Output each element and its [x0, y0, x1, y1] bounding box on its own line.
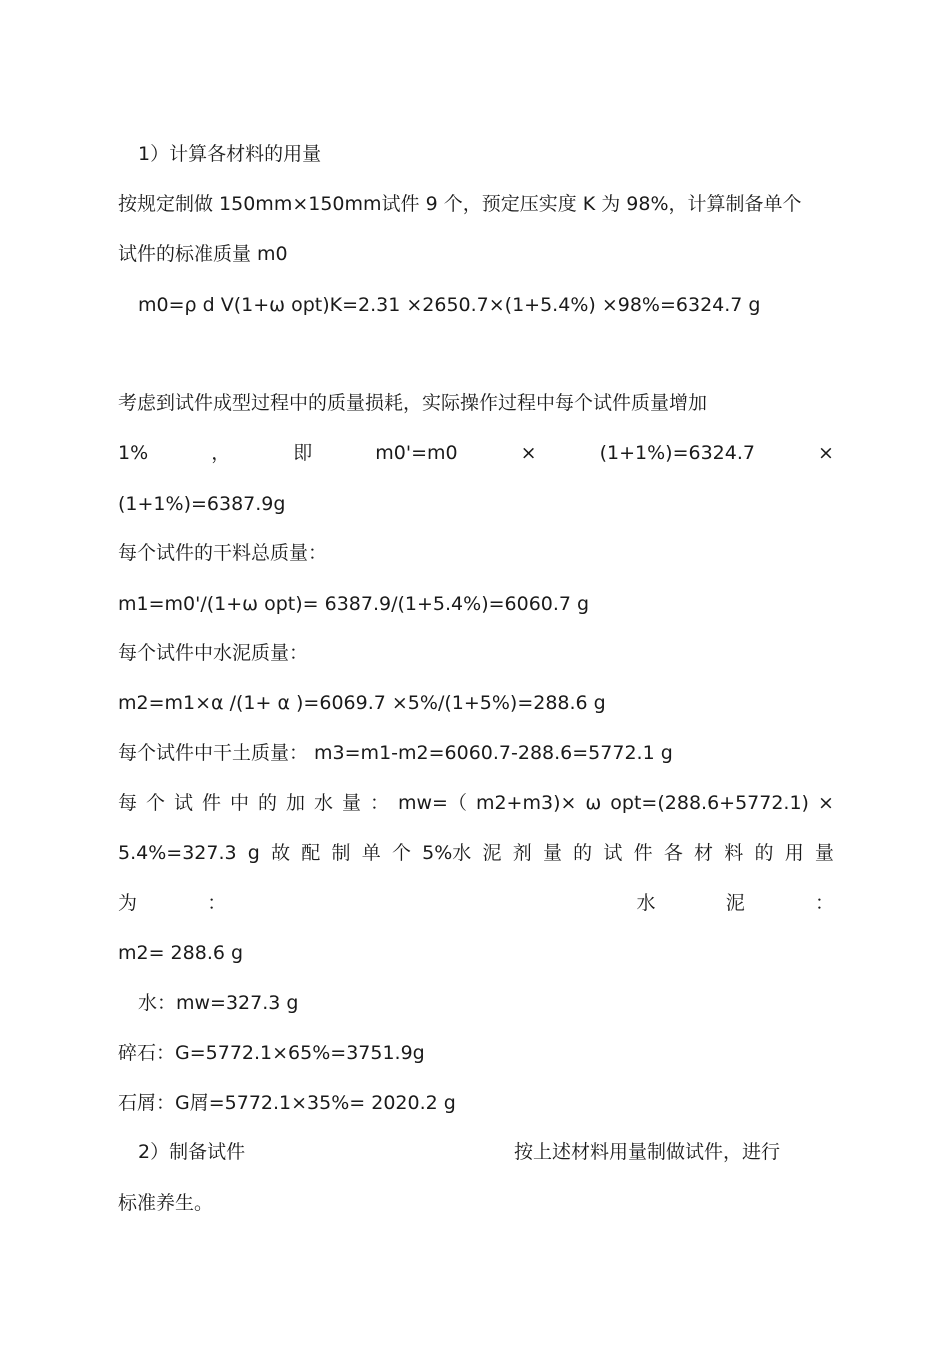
text-run: ： [370, 792, 390, 814]
text-run: 的 [258, 792, 278, 814]
text-run: 每 [118, 792, 138, 814]
text-run: (1+1%)=6324.7 [599, 442, 755, 464]
text-run: 件 [202, 792, 222, 814]
text-run: 试 [174, 792, 194, 814]
text-run: opt=(288.6+5772.1) [610, 792, 809, 814]
formula-m1: m1=m0'/(1+ω opt)= 6387.9/(1+5.4%)=6060.7 g [118, 593, 590, 615]
paragraph-line: 试件的标准质量 m0 [118, 243, 288, 265]
text-run: 试 [603, 842, 623, 864]
section-heading-2-line [138, 1139, 804, 1165]
justified-line [118, 440, 834, 466]
text-run: ω [585, 792, 602, 814]
text-run: 加 [286, 792, 306, 814]
text-run: 水 [314, 792, 334, 814]
text-run: 故 [271, 842, 291, 864]
text-run: 的 [754, 842, 774, 864]
formula-line: m2= 288.6 g [118, 942, 244, 964]
text-run: ， [211, 442, 231, 464]
text-run: 制 [331, 842, 351, 864]
text-run: 件 [633, 842, 653, 864]
text-run: 料 [724, 842, 744, 864]
text-run: 配 [301, 842, 321, 864]
text-run: × [520, 442, 537, 464]
text-run: 量 [342, 792, 362, 814]
text-run: × [818, 442, 834, 464]
paragraph-line: 标准养生。 [118, 1192, 214, 1214]
text-run: ： [814, 892, 834, 914]
paragraph-line: 每个试件中水泥质量： [118, 642, 309, 664]
text-run: m2+m3)× [475, 792, 577, 814]
material-stone-chips: 石屑：G屑=5772.1×35%= 2020.2 g [118, 1092, 456, 1114]
formula-m0: m0=ρ d V(1+ω opt)K=2.31 ×2650.7×(1+5.4%) ×98%=6324.7 g [138, 294, 761, 316]
text-run: ： [207, 892, 227, 914]
paragraph-line: 考虑到试件成型过程中的质量损耗，实际操作过程中每个试件质量增加 [118, 392, 708, 414]
text-run: m0'=m0 [375, 442, 458, 464]
text-run: 为 [118, 892, 138, 914]
text-run: 水 [636, 892, 656, 914]
text-run: 个 [391, 842, 411, 864]
text-run: × [817, 792, 834, 814]
material-gravel: 碎石：G=5772.1×65%=3751.9g [118, 1042, 425, 1064]
text-run: 泥 [482, 842, 502, 864]
section-heading-1: 1）计算各材料的用量 [138, 143, 322, 165]
text-run: g [247, 842, 260, 864]
justified-line [118, 890, 834, 916]
text-run: 中 [230, 792, 250, 814]
text-run: 即 [293, 442, 313, 464]
text-run: 泥 [725, 892, 745, 914]
text-run: 5.4%=327.3 [118, 842, 237, 864]
text-run: 个 [146, 792, 166, 814]
justified-line [118, 790, 834, 816]
paragraph-line: 按规定制做 150mm×150mm试件 9 个，预定压实度 K 为 98%，计算制备单个 [118, 193, 802, 215]
text-run: 量 [814, 842, 834, 864]
text-run: 各 [663, 842, 683, 864]
formula-m2: m2=m1×α /(1+ α )=6069.7 ×5%/(1+5%)=288.6 g [118, 692, 606, 714]
section-heading-2: 2）制备试件 [138, 1141, 246, 1163]
text-run: 材 [694, 842, 714, 864]
text-run: mw=（ [398, 792, 467, 814]
text-run: 量 [542, 842, 562, 864]
text-run: 5%水 [422, 842, 472, 864]
text-run: 的 [573, 842, 593, 864]
text-run: 剂 [512, 842, 532, 864]
material-water: 水：mw=327.3 g [138, 992, 299, 1014]
text-run: 单 [361, 842, 381, 864]
text-run: 按上述材料用量制做试件，进行 [514, 1141, 781, 1163]
justified-line [118, 840, 834, 866]
text-run: 用 [784, 842, 804, 864]
paragraph-line: 每个试件的干料总质量： [118, 542, 328, 564]
formula-line: (1+1%)=6387.9g [118, 493, 286, 515]
formula-m3: 每个试件中干土质量： m3=m1-m2=6060.7-288.6=5772.1 g [118, 742, 673, 764]
text-run: 1% [118, 442, 149, 464]
